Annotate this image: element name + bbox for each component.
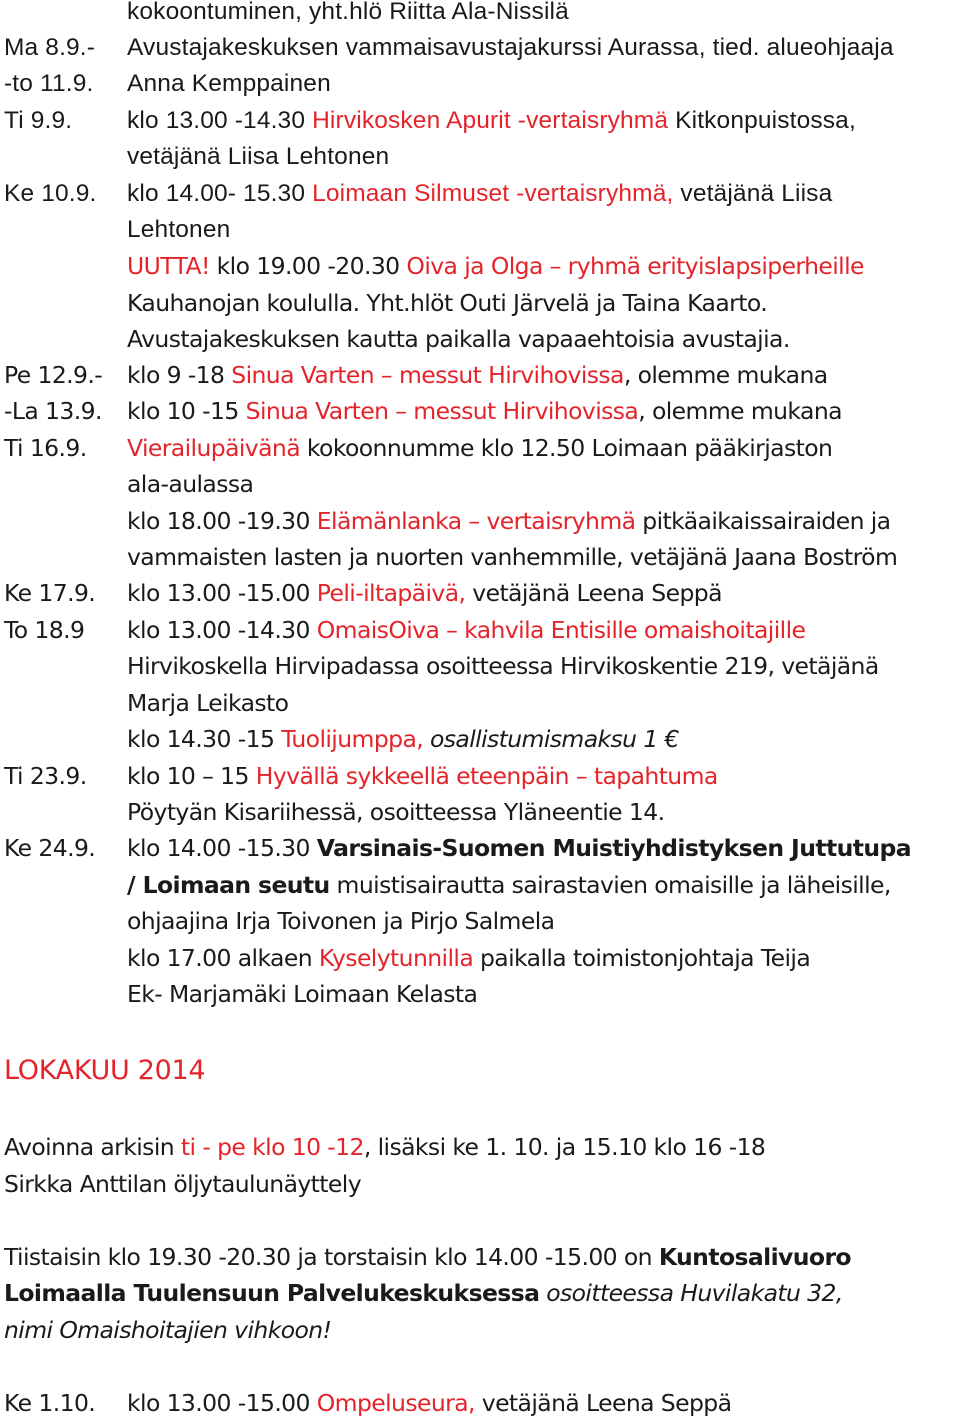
text-span: Elämänlanka – vertaisryhmä (316, 507, 636, 535)
text-span: Ek- Marjamäki Loimaan Kelasta (127, 980, 478, 1008)
event-description (127, 832, 911, 864)
event-description (127, 505, 890, 537)
text-span: klo 17.00 alkaen (127, 944, 319, 972)
event-description (127, 614, 805, 646)
event-description (127, 760, 718, 792)
text-span: vetäjänä Leena Seppä (474, 1389, 732, 1417)
text-span: vammaisten lasten ja nuorten vanhemmille, vetäjänä Jaana Boström (127, 543, 898, 571)
paragraph-text (4, 1314, 331, 1346)
paragraph-text (4, 1277, 843, 1309)
event-description (127, 905, 554, 937)
event-date: Ke 24.9. (4, 834, 96, 862)
text-span: Loimaalla Tuulensuun Palvelukeskuksessa (4, 1279, 540, 1307)
text-span: Hirvikoskella Hirvipadassa osoitteessa Hirvikoskentie 219, vetäjänä (127, 652, 879, 680)
paragraph-text (4, 1241, 851, 1273)
event-description (127, 214, 230, 246)
text-span: pitkäaikaissairaiden ja (635, 507, 891, 535)
event-date: Ti 23.9. (4, 762, 87, 790)
text-span: osoitteessa Huvilakatu 32, (539, 1279, 843, 1307)
paragraph-text (4, 1168, 361, 1200)
text-span: ala-aulassa (127, 470, 254, 498)
event-description (127, 359, 828, 391)
event-date: -La 13.9. (4, 397, 102, 425)
text-span: Loimaan Silmuset -vertaisryhmä, (312, 180, 674, 207)
text-span: klo 14.00 -15.30 (127, 834, 317, 862)
text-span: Ompeluseura, (316, 1389, 475, 1417)
text-span: Hirvikosken Apurit -vertaisryhmä (312, 107, 669, 134)
text-span: , olemme mukana (623, 361, 828, 389)
event-description (127, 468, 253, 500)
event-description (127, 68, 331, 100)
event-description (127, 141, 389, 173)
text-span: kokoontuminen, yht.hlö Riitta Ala-Nissilä (127, 0, 569, 25)
text-span: klo 19.00 -20.30 (209, 252, 407, 280)
text-span: klo 18.00 -19.30 (127, 507, 317, 535)
paragraph-text (4, 1131, 765, 1163)
text-span: Tuolijumppa, (281, 725, 424, 753)
text-span: / Loimaan seutu (127, 871, 330, 899)
event-description (127, 869, 891, 901)
event-description (127, 0, 569, 28)
event-description (127, 723, 679, 755)
event-date: Ti 9.9. (4, 107, 73, 134)
text-span: klo 13.00 -15.00 (127, 579, 317, 607)
text-span: klo 9 -18 (127, 361, 232, 389)
event-description (127, 942, 810, 974)
text-span: ti - pe klo 10 -12 (180, 1133, 364, 1161)
text-span: paikalla toimistonjohtaja Teija (473, 944, 811, 972)
text-span: osallistumismaksu 1 € (423, 725, 679, 753)
text-span: klo 10 – 15 (127, 762, 256, 790)
text-span: vetäjänä Liisa (673, 180, 833, 207)
text-span: vetäjänä Leena Seppä (465, 579, 722, 607)
text-span: Lehtonen (127, 216, 231, 243)
event-description (127, 32, 894, 64)
event-description (127, 577, 722, 609)
text-span: Pöytyän Kisariihessä, osoitteessa Yläneentie 14. (127, 798, 665, 826)
text-span: muistisairautta sairastavien omaisille ja läheisille, (329, 871, 891, 899)
event-date: Ti 16.9. (4, 434, 87, 462)
text-span: Kitkonpuistossa, (668, 107, 856, 134)
event-description (127, 250, 864, 282)
text-span: , lisäksi ke 1. 10. ja 15.10 klo 16 -18 (363, 1133, 766, 1161)
text-span: OmaisOiva – kahvila Entisille omaishoitajille (316, 616, 806, 644)
event-description (127, 541, 897, 573)
text-span: Avustajakeskuksen vammaisavustajakurssi Aurassa, tied. alueohjaaja (127, 34, 894, 61)
event-description (127, 105, 856, 137)
text-span: Hyvällä sykkeellä eteenpäin – tapahtuma (255, 762, 718, 790)
text-span: nimi Omaishoitajien vihkoon! (4, 1316, 332, 1344)
event-description (127, 432, 832, 464)
event-date: Ma 8.9.- (4, 34, 96, 61)
event-description (127, 1387, 731, 1419)
text-span: Kuntosalivuoro (658, 1243, 851, 1271)
text-span: klo 14.00- 15.30 (127, 180, 313, 207)
event-date: Ke 10.9. (4, 180, 97, 207)
event-date: -to 11.9. (4, 70, 94, 97)
event-date: Ke 1.10. (4, 1389, 96, 1417)
text-span: , olemme mukana (638, 397, 842, 425)
event-description (127, 287, 767, 319)
event-description (127, 178, 832, 210)
text-span: Kyselytunnilla (318, 944, 474, 972)
text-span: Kauhanojan koululla. Yht.hlöt Outi Järvelä ja Taina Kaarto. (127, 289, 768, 317)
event-description (127, 796, 664, 828)
text-span: Vierailupäivänä (127, 434, 301, 462)
event-description (127, 687, 288, 719)
text-span: vetäjänä Liisa Lehtonen (127, 143, 390, 170)
text-span: UUTTA! (127, 252, 210, 280)
text-span: kokoonnumme klo 12.50 Loimaan pääkirjaston (300, 434, 833, 462)
section-title: LOKAKUU 2014 (4, 1055, 206, 1086)
text-span: Avustajakeskuksen kautta paikalla vapaaehtoisia avustajia. (127, 325, 790, 353)
event-date: Ke 17.9. (4, 579, 96, 607)
text-span: klo 13.00 -14.30 (127, 107, 313, 134)
event-description (127, 650, 879, 682)
text-span: klo 13.00 -14.30 (127, 616, 317, 644)
text-span: Oiva ja Olga – ryhmä erityislapsiperheille (406, 252, 864, 280)
text-span: Sirkka Anttilan öljytaulunäyttely (4, 1170, 362, 1198)
text-span: Sinua Varten – messut Hirvihovissa (245, 397, 639, 425)
text-span: Tiistaisin klo 19.30 -20.30 ja torstaisin klo 14.00 -15.00 on (4, 1243, 659, 1271)
text-span: Sinua Varten – messut Hirvihovissa (231, 361, 624, 389)
text-span: ohjaajina Irja Toivonen ja Pirjo Salmela (127, 907, 555, 935)
text-span: Marja Leikasto (127, 689, 289, 717)
text-span: Varsinais-Suomen Muistiyhdistyksen Juttutupa (316, 834, 911, 862)
event-description (127, 395, 842, 427)
text-span: klo 10 -15 (127, 397, 246, 425)
text-span: klo 13.00 -15.00 (127, 1389, 317, 1417)
text-span: klo 14.30 -15 (127, 725, 282, 753)
event-date: Pe 12.9.- (4, 361, 103, 389)
text-span: Peli-iltapäivä, (316, 579, 466, 607)
event-description (127, 323, 790, 355)
event-description (127, 978, 477, 1010)
event-date: To 18.9 (4, 616, 85, 644)
text-span: Anna Kemppainen (127, 70, 331, 97)
text-span: Avoinna arkisin (4, 1133, 181, 1161)
